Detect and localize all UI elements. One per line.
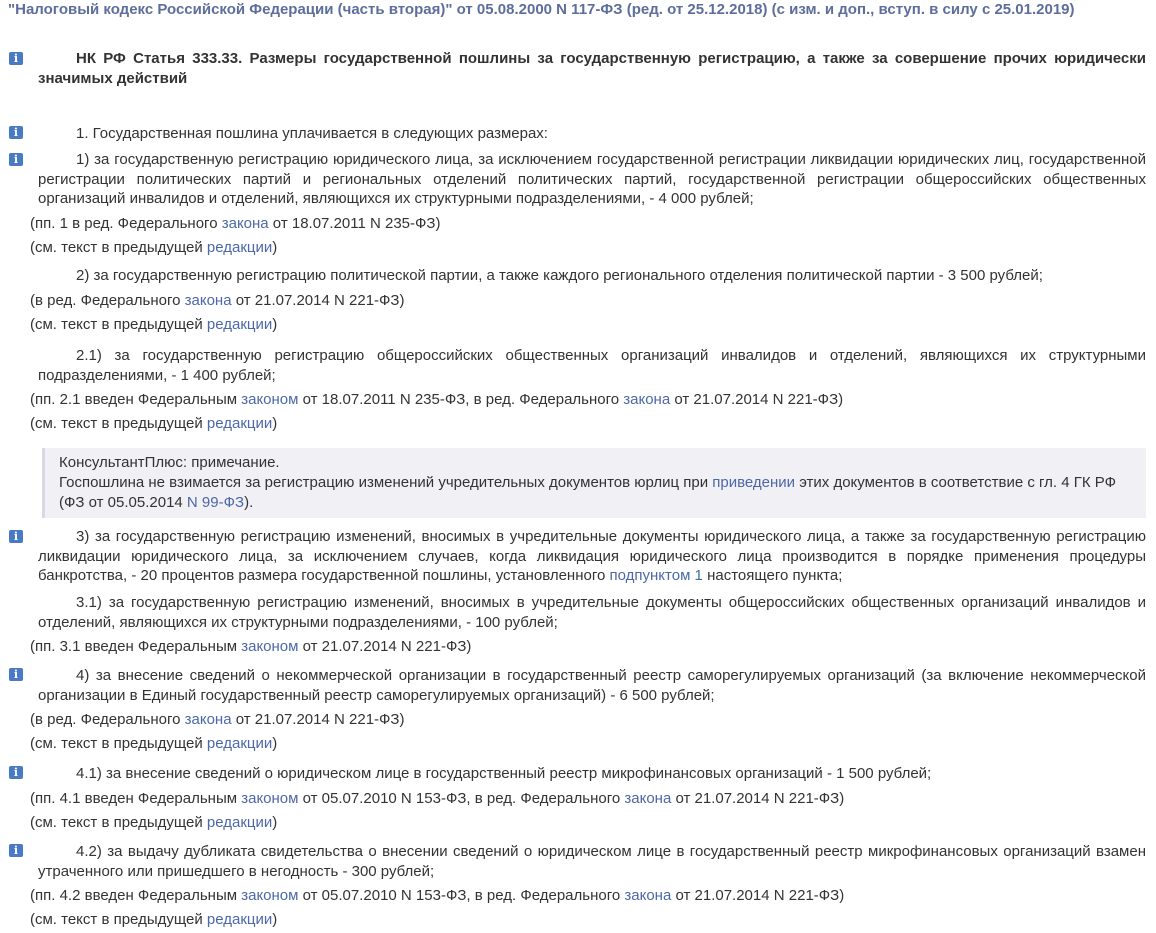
paragraph-1: 1. Государственная пошлина уплачивается в следующих размерах: xyxy=(76,125,548,142)
see-previous-note: (см. текст в предыдущей редакции) xyxy=(30,238,278,256)
paragraph-1-block xyxy=(38,124,1146,144)
see-previous-note: (см. текст в предыдущей редакции) xyxy=(30,415,278,432)
subparagraph-4-block xyxy=(30,666,1146,756)
previous-edition-link[interactable]: редакции xyxy=(206,911,273,928)
amendment-note: (пп. 4.2 введен Федеральным законом от 05.07.2010 N 153-ФЗ, в ред. Федерального закона от 21.07.2014 N 221-ФЗ) xyxy=(30,887,845,904)
law-link[interactable]: закона xyxy=(221,214,269,232)
info-icon[interactable]: i xyxy=(9,844,23,857)
law-link[interactable]: закона xyxy=(624,789,672,807)
info-icon[interactable]: i xyxy=(9,668,23,681)
subparagraph-3-block xyxy=(38,527,1146,586)
subparagraph-3: 3) за государственную регистрацию изменений, вносимых в учредительные документы юридического лица, а также за государственную регистрацию ликвидации юридического лица, за исключением случаев, когда ликвидация юридического лица производится в порядке применения процедуры банкротства, - 20 процентов размера государственной пошлины, установленного подпунктом 1 настоящего пункта; xyxy=(38,528,1146,584)
info-icon[interactable]: i xyxy=(9,766,23,779)
subparagraph-3-1: 3.1) за государственную регистрацию изменений, вносимых в учредительные документы общероссийских общественных организаций инвалидов и отделений, являющихся их структурными подразделениями, - 100 рублей; xyxy=(38,594,1146,631)
law-link[interactable]: закона xyxy=(624,887,672,904)
consultant-note xyxy=(42,448,1146,518)
subparagraph-2: 2) за государственную регистрацию политической партии, а также каждого регионального отделения политической партии - 3 500 рублей; xyxy=(76,267,1043,284)
law-link[interactable]: законом xyxy=(241,638,299,655)
subparagraph-1-block xyxy=(30,150,1146,260)
law-link[interactable]: законом xyxy=(241,887,299,904)
law-link[interactable]: закона xyxy=(184,291,232,309)
amendment-note: (в ред. Федерального закона от 21.07.2014 N 221-ФЗ) xyxy=(30,711,405,728)
law-link[interactable]: закона xyxy=(623,391,671,408)
previous-edition-link[interactable]: редакции xyxy=(206,415,273,432)
info-icon[interactable]: i xyxy=(9,52,23,65)
article-heading-block xyxy=(38,49,1146,88)
amendment-note: (пп. 3.1 введен Федеральным законом от 21.07.2014 N 221-ФЗ) xyxy=(30,638,472,655)
amendment-note: (в ред. Федерального закона от 21.07.2014 N 221-ФЗ) xyxy=(30,291,405,309)
see-previous-note: (см. текст в предыдущей редакции) xyxy=(30,813,278,831)
amendment-note: (пп. 2.1 введен Федеральным законом от 18.07.2011 N 235-ФЗ, в ред. Федерального закона от 21.07.2014 N 221-ФЗ) xyxy=(30,391,844,408)
subparagraph-2-1-block xyxy=(30,346,1146,436)
info-icon[interactable]: i xyxy=(9,530,23,543)
see-previous-note: (см. текст в предыдущей редакции) xyxy=(30,911,278,928)
subparagraph-4: 4) за внесение сведений о некоммерческой организации в государственный реестр саморегулируемых организаций (за включение некоммерческой организации в Единый государственный реестр саморегулируемых организаций) - 6 500 рублей; xyxy=(38,667,1146,704)
subparagraph-4-2: 4.2) за выдачу дубликата свидетельства о внесении сведений о юридическом лице в государственный реестр микрофинансовых организаций взамен утраченного или пришедшего в негодность - 300 рублей; xyxy=(38,843,1146,880)
law-link[interactable]: законом xyxy=(241,391,299,408)
subparagraph-1: 1) за государственную регистрацию юридического лица, за исключением государственной регистрации ликвидации юридических лиц, государственной регистрации политических партий и региональных отделений политических партий, государственной регистрации общероссийских общественных организаций инвалидов и отделений, являющихся их структурными подразделениями, - 4 000 рублей; xyxy=(38,151,1146,207)
consultant-note-text: Госпошлина не взимается за регистрацию изменений учредительных документов юрлиц при приведении этих документов в соответствие с гл. 4 ГК РФ (ФЗ от 05.05.2014 N 99-ФЗ). xyxy=(59,474,1117,511)
subparagraph-2-1: 2.1) за государственную регистрацию общероссийских общественных организаций инвалидов и отделений, являющихся их структурными подразделениями, - 1 400 рублей; xyxy=(38,347,1146,384)
previous-edition-link[interactable]: редакции xyxy=(206,813,273,831)
see-previous-note: (см. текст в предыдущей редакции) xyxy=(30,315,278,333)
bringing-into-compliance-link[interactable]: приведении xyxy=(712,474,796,491)
info-icon[interactable]: i xyxy=(9,153,23,166)
see-previous-note: (см. текст в предыдущей редакции) xyxy=(30,735,278,752)
amendment-note: (пп. 4.1 введен Федеральным законом от 05.07.2010 N 153-ФЗ, в ред. Федерального закона от 21.07.2014 N 221-ФЗ) xyxy=(30,789,845,807)
info-icon[interactable]: i xyxy=(9,126,23,139)
federal-law-99-link[interactable]: N 99-ФЗ xyxy=(186,494,245,511)
article-title: НК РФ Статья 333.33. Размеры государственной пошлины за государственную регистрацию, а также за совершение прочих юридически значимых действий xyxy=(38,50,1146,87)
previous-edition-link[interactable]: редакции xyxy=(206,315,273,333)
subparagraph-4-1-block xyxy=(30,764,1146,835)
subparagraph-4-2-block xyxy=(30,842,1146,932)
law-link[interactable]: закона xyxy=(184,711,232,728)
previous-edition-link[interactable]: редакции xyxy=(206,238,273,256)
previous-edition-link[interactable]: редакции xyxy=(206,735,273,752)
consultant-note-heading: КонсультантПлюс: примечание. xyxy=(59,454,280,471)
law-link[interactable]: законом xyxy=(241,789,299,807)
document-title: "Налоговый кодекс Российской Федерации (часть вторая)" от 05.08.2000 N 117-ФЗ (ред. от 25.12.2018) (с изм. и доп., вступ. в силу с 25.01.2019) xyxy=(8,1,1075,18)
subparagraph-2-block xyxy=(30,266,1146,337)
subparagraph-3-1-block xyxy=(30,593,1146,659)
subparagraph-1-link[interactable]: подпунктом 1 xyxy=(609,567,703,584)
subparagraph-4-1: 4.1) за внесение сведений о юридическом лице в государственный реестр микрофинансовых организаций - 1 500 рублей; xyxy=(76,765,932,782)
amendment-note: (пп. 1 в ред. Федерального закона от 18.07.2011 N 235-ФЗ) xyxy=(30,214,441,232)
